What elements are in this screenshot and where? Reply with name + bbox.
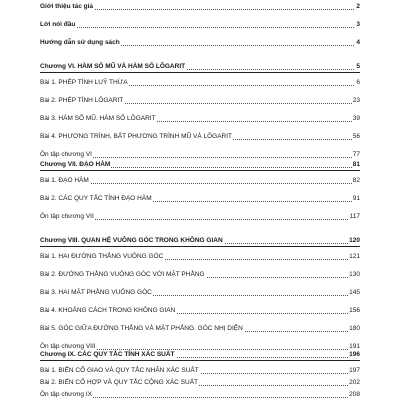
chapter-page: 81	[352, 161, 360, 168]
entry-page: 91	[352, 195, 360, 202]
toc-entry	[40, 194, 360, 204]
entry-page: 6	[356, 79, 360, 86]
entry-title: Hướng dẫn sử dụng sách	[40, 39, 120, 46]
entry-title: Bài 4. PHƯƠNG TRÌNH, BẤT PHƯƠNG TRÌNH MŨ VÀ LÔGARIT	[40, 133, 233, 140]
entry-title: Bài 2. CÁC QUY TẮC TÍNH ĐẠO HÀM	[40, 195, 152, 202]
entry-page: 82	[352, 177, 360, 184]
entry-page: 191	[349, 343, 360, 350]
toc-entry	[40, 252, 360, 262]
chapter-divider	[40, 246, 360, 247]
front-matter	[40, 2, 360, 48]
chapter-9	[40, 350, 360, 400]
toc-entry	[40, 96, 360, 106]
chapter-title: Chương VI. HÀM SỐ MŨ VÀ HÀM SỐ LÔGARIT	[40, 63, 186, 70]
toc-entry	[40, 390, 360, 400]
entry-title: Bài 1. HAI ĐƯỜNG THẲNG VUÔNG GÓC	[40, 253, 164, 260]
toc-entry	[40, 306, 360, 316]
entry-page: 4	[356, 39, 360, 46]
chapter-heading	[40, 62, 360, 72]
entry-title: Giới thiệu tác giả	[40, 3, 94, 10]
chapter-title: Chương VII. ĐẠO HÀM	[40, 161, 111, 168]
toc-entry	[40, 176, 360, 186]
toc-entry	[40, 366, 360, 376]
toc-entry	[40, 378, 360, 388]
entry-title: Bài 3. HÀM SỐ MŨ. HÀM SỐ LÔGARIT	[40, 115, 156, 122]
toc-entry	[40, 114, 360, 124]
entry-page: 56	[352, 133, 360, 140]
entry-page: 130	[349, 271, 360, 278]
chapter-divider	[40, 72, 360, 73]
chapter-heading	[40, 350, 360, 360]
toc-entry	[40, 78, 360, 88]
entry-page: 23	[352, 97, 360, 104]
chapter-page: 120	[349, 237, 360, 244]
toc-entry	[40, 38, 360, 48]
entry-title: Bài 1. BIẾN CỐ GIAO VÀ QUY TẮC NHÂN XÁC SUẤT	[40, 367, 199, 374]
entry-title: Ôn tập chương VIII	[40, 343, 96, 350]
toc-entry	[40, 288, 360, 298]
entry-page: 117	[349, 213, 360, 220]
entry-page: 77	[352, 151, 360, 158]
entry-page: 2	[356, 3, 360, 10]
toc-entry	[40, 270, 360, 280]
toc-entry	[40, 132, 360, 142]
entry-title: Lời nói đầu	[40, 21, 76, 28]
chapter-page: 196	[349, 351, 360, 358]
entry-page: 208	[349, 391, 360, 398]
chapter-title: Chương VIII. QUAN HỆ VUÔNG GÓC TRONG KHÔNG GIAN	[40, 237, 223, 244]
entry-page: 180	[349, 325, 360, 332]
toc-entry	[40, 20, 360, 30]
entry-title: Ôn tập chương VI	[40, 151, 92, 158]
toc-entry	[40, 150, 360, 160]
entry-page: 3	[356, 21, 360, 28]
entry-page: 39	[352, 115, 360, 122]
entry-title: Bài 4. KHOẢNG CÁCH TRONG KHÔNG GIAN	[40, 307, 176, 314]
chapter-divider	[40, 170, 360, 171]
entry-title: Bài 1. PHÉP TÍNH LUỸ THỪA	[40, 79, 128, 86]
toc-entry	[40, 2, 360, 12]
entry-page: 197	[349, 367, 360, 374]
entry-title: Bài 2. ĐƯỜNG THẲNG VUÔNG GÓC VỚI MẶT PHẲNG	[40, 271, 205, 278]
entry-page: 121	[349, 253, 360, 260]
chapter-8	[40, 236, 360, 352]
entry-page: 202	[349, 379, 360, 386]
entry-title: Ôn tập chương IX	[40, 391, 92, 398]
entry-title: Bài 2. PHÉP TÍNH LÔGARIT	[40, 97, 124, 104]
entry-title: Bài 2. BIẾN CỐ HỢP VÀ QUY TẮC CỘNG XÁC SUẤT	[40, 379, 199, 386]
toc-entry	[40, 212, 360, 222]
chapter-heading	[40, 160, 360, 170]
entry-page: 156	[349, 307, 360, 314]
entry-title: Bài 5. GÓC GIỮA ĐƯỜNG THẲNG VÀ MẶT PHẲNG. GÓC NHỊ DIỆN	[40, 325, 243, 332]
chapter-6	[40, 62, 360, 160]
chapter-page: 5	[356, 63, 360, 70]
entry-title: Ôn tập chương VII	[40, 213, 94, 220]
entry-title: Bài 3. HAI MẶT PHẲNG VUÔNG GÓC	[40, 289, 152, 296]
entry-page: 145	[349, 289, 360, 296]
chapter-title: Chương IX. CÁC QUY TẮC TÍNH XÁC SUẤT	[40, 351, 175, 358]
entry-title: Bài 1. ĐẠO HÀM	[40, 177, 89, 184]
toc-entry	[40, 324, 360, 334]
chapter-heading	[40, 236, 360, 246]
chapter-divider	[40, 360, 360, 361]
